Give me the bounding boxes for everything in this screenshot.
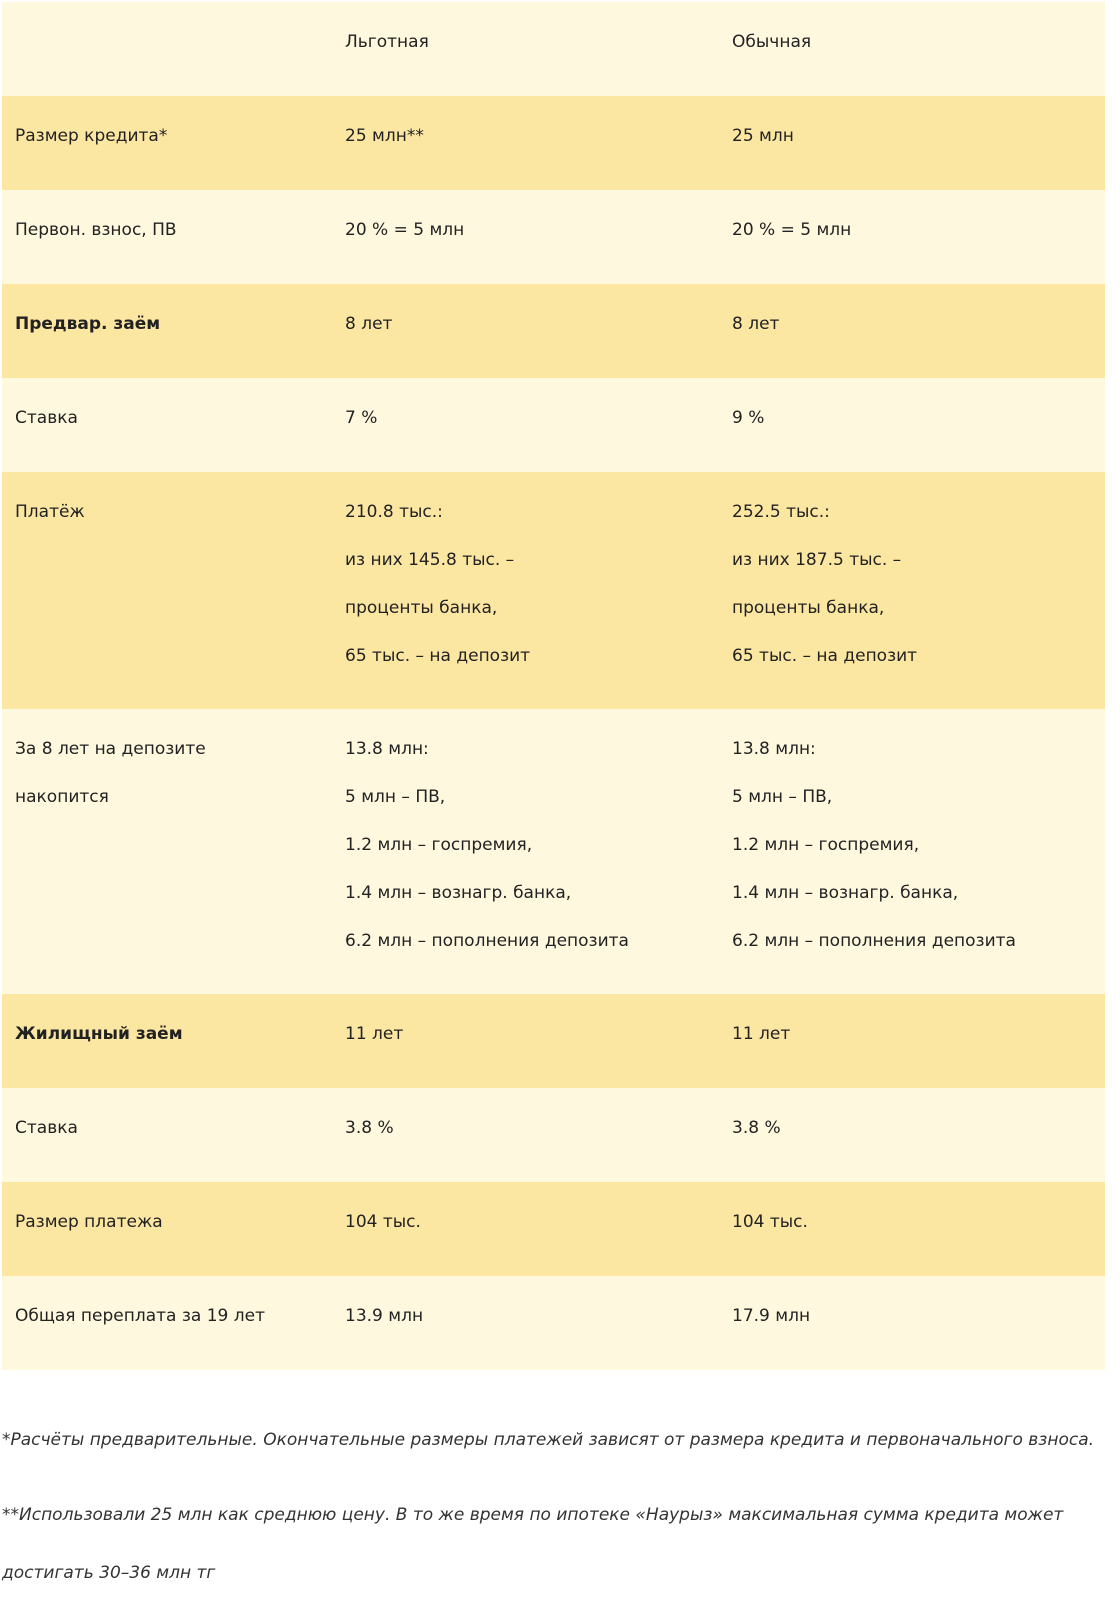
table-row (2, 1182, 1105, 1276)
regular-line: 1.2 млн – госпремия, (732, 835, 920, 855)
row-label: Размер кредита* (2, 96, 332, 190)
regular-value: 104 тыс. (719, 1182, 1105, 1276)
regular-line: 5 млн – ПВ, (732, 787, 833, 807)
row-label: Ставка (2, 1088, 332, 1182)
preferential-value: 11 лет (332, 994, 719, 1088)
preferential-line: 5 млн – ПВ, (345, 787, 446, 807)
preferential-value: 13.9 млн (332, 1276, 719, 1370)
table-row (2, 190, 1105, 284)
row-label-line: За 8 лет на депозите (15, 739, 206, 759)
table-row (2, 1088, 1105, 1182)
table-row (2, 378, 1105, 472)
row-label: Общая переплата за 19 лет (2, 1276, 332, 1370)
table-header-row (2, 2, 1105, 96)
row-label: Ставка (2, 378, 332, 472)
row-label-line: накопится (15, 787, 109, 807)
row-label-line: Платёж (15, 502, 85, 522)
regular-value (719, 472, 1105, 709)
regular-line: 252.5 тыс.: (732, 502, 830, 522)
preferential-value: 25 млн** (332, 96, 719, 190)
preferential-value (332, 709, 719, 994)
preferential-line: 65 тыс. – на депозит (345, 646, 531, 666)
row-label: Предвар. заём (2, 284, 332, 378)
preferential-line: 6.2 млн – пополнения депозита (345, 931, 629, 951)
regular-line: 13.8 млн: (732, 739, 816, 759)
table-row (2, 994, 1105, 1088)
footnote-2: **Использовали 25 млн как среднюю цену. В то же время по ипотеке «Наурыз» максимальная сумма кредита может достигать 30–36 млн тг (2, 1505, 1064, 1583)
regular-value: 20 % = 5 млн (719, 190, 1105, 284)
row-label: Первон. взнос, ПВ (2, 190, 332, 284)
regular-value: 3.8 % (719, 1088, 1105, 1182)
header-cell-regular: Обычная (719, 2, 1105, 96)
table-row (2, 284, 1105, 378)
mortgage-comparison-table (2, 2, 1105, 1370)
preferential-value: 3.8 % (332, 1088, 719, 1182)
row-label: Размер платежа (2, 1182, 332, 1276)
table-row (2, 472, 1105, 709)
row-label (2, 472, 332, 709)
regular-line: проценты банка, (732, 598, 885, 618)
regular-line: 6.2 млн – пополнения депозита (732, 931, 1016, 951)
footnote-1: *Расчёты предварительные. Окончательные размеры платежей зависят от размера кредита и первоначального взноса. (2, 1430, 1095, 1450)
row-label: Жилищный заём (2, 994, 332, 1088)
preferential-value: 8 лет (332, 284, 719, 378)
regular-line: 65 тыс. – на депозит (732, 646, 918, 666)
preferential-value (332, 472, 719, 709)
regular-value: 11 лет (719, 994, 1105, 1088)
preferential-line: из них 145.8 тыс. – (345, 550, 515, 570)
preferential-line: 1.2 млн – госпремия, (345, 835, 533, 855)
regular-value: 17.9 млн (719, 1276, 1105, 1370)
preferential-line: 1.4 млн – вознагр. банка, (345, 883, 572, 903)
preferential-value: 7 % (332, 378, 719, 472)
regular-value: 25 млн (719, 96, 1105, 190)
preferential-line: 210.8 тыс.: (345, 502, 443, 522)
preferential-line: проценты банка, (345, 598, 498, 618)
header-cell-empty (2, 2, 332, 96)
table-row (2, 1276, 1105, 1370)
preferential-value: 104 тыс. (332, 1182, 719, 1276)
table-row (2, 709, 1105, 994)
row-label (2, 709, 332, 994)
regular-value (719, 709, 1105, 994)
preferential-value: 20 % = 5 млн (332, 190, 719, 284)
header-cell-preferential: Льготная (332, 2, 719, 96)
comparison-table-wrapper (2, 2, 1105, 1370)
regular-value: 9 % (719, 378, 1105, 472)
table-row (2, 96, 1105, 190)
regular-line: из них 187.5 тыс. – (732, 550, 902, 570)
regular-line: 1.4 млн – вознагр. банка, (732, 883, 959, 903)
regular-value: 8 лет (719, 284, 1105, 378)
preferential-line: 13.8 млн: (345, 739, 429, 759)
